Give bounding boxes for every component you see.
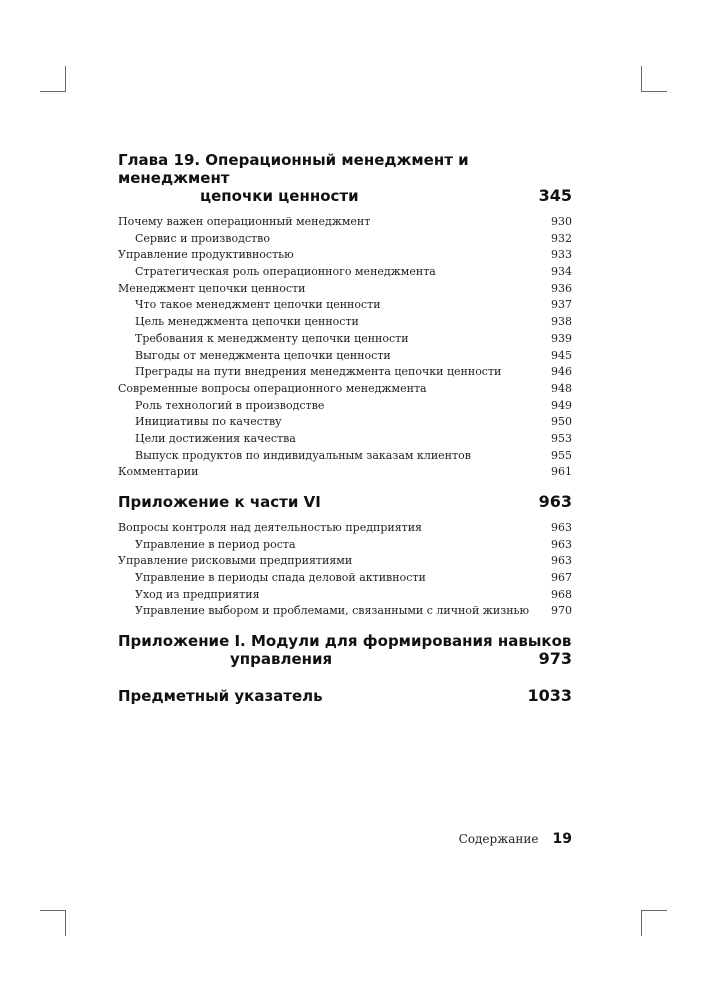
footer-label: Содержание <box>458 832 539 846</box>
section-title-line: Предметный указатель <box>118 687 323 706</box>
crop-mark-bottom-left <box>40 910 66 911</box>
toc-entry[interactable] <box>118 520 572 537</box>
toc-section-appendix-i <box>118 632 572 668</box>
footer-page-number: 19 <box>552 831 572 847</box>
toc-entry[interactable] <box>118 448 572 465</box>
toc-entry-page: 963 <box>551 521 572 534</box>
crop-mark-bottom-right <box>641 910 667 911</box>
section-heading[interactable] <box>118 151 572 205</box>
toc-entry-text: Цель менеджмента цепочки ценности <box>135 315 359 329</box>
toc-entry-page: 946 <box>551 365 572 379</box>
toc-entry-text: Управление в период роста <box>135 537 296 551</box>
toc-entry-text: Современные вопросы операционного менеджмента <box>118 381 427 395</box>
crop-mark-bottom-left <box>65 910 66 936</box>
section-page-number: 963 <box>538 492 572 511</box>
section-page-number: 973 <box>538 649 572 669</box>
table-of-contents <box>118 151 572 705</box>
toc-entry[interactable] <box>118 431 572 448</box>
toc-entry[interactable] <box>118 264 572 281</box>
toc-entry-page: 930 <box>551 215 572 228</box>
toc-entry-page: 948 <box>551 381 572 395</box>
toc-entry-page: 934 <box>551 265 572 279</box>
toc-entry-page: 932 <box>551 231 572 245</box>
toc-entry-text: Управление продуктивностью <box>118 248 294 262</box>
toc-entry[interactable] <box>118 537 572 554</box>
toc-entry-text: Уход из предприятия <box>135 587 260 601</box>
toc-entry-text: Управление выбором и проблемами, связанными с личной жизнью <box>135 604 530 618</box>
toc-entry-page: 950 <box>551 415 572 429</box>
toc-entry-page: 949 <box>551 398 572 412</box>
toc-entry[interactable] <box>118 231 572 248</box>
toc-entry-page: 970 <box>551 604 572 618</box>
toc-entry[interactable] <box>118 364 572 381</box>
toc-entry[interactable] <box>118 331 572 348</box>
toc-entry-text: Управление рисковыми предприятиями <box>118 554 353 568</box>
section-heading[interactable] <box>118 632 572 668</box>
toc-entry-text: Что такое менеджмент цепочки ценности <box>135 298 381 312</box>
toc-entry-page: 963 <box>551 554 572 568</box>
toc-entry[interactable] <box>118 603 572 620</box>
toc-entry[interactable] <box>118 247 572 264</box>
toc-entry[interactable] <box>118 214 572 231</box>
crop-mark-top-left <box>65 66 66 92</box>
toc-section-subject-index <box>118 687 572 705</box>
toc-entry-page: 939 <box>551 331 572 345</box>
toc-entry-text: Выпуск продуктов по индивидуальным заказам клиентов <box>135 448 471 462</box>
toc-entry[interactable] <box>118 348 572 365</box>
crop-mark-top-left <box>40 91 66 92</box>
toc-section-chapter-19 <box>118 151 572 481</box>
toc-entry-text: Менеджмент цепочки ценности <box>118 281 306 295</box>
toc-entry-text: Управление в периоды спада деловой активности <box>135 571 426 585</box>
toc-entry-text: Сервис и производство <box>135 231 270 245</box>
toc-entry-text: Инициативы по качеству <box>135 415 282 429</box>
section-heading[interactable] <box>118 493 572 511</box>
toc-entry[interactable] <box>118 314 572 331</box>
section-heading[interactable] <box>118 687 572 705</box>
toc-entry-text: Стратегическая роль операционного менеджмента <box>135 265 436 279</box>
toc-entry-text: Роль технологий в производстве <box>135 398 325 412</box>
toc-entry[interactable] <box>118 297 572 314</box>
toc-entry[interactable] <box>118 281 572 298</box>
toc-entry-page: 968 <box>551 587 572 601</box>
toc-entry-page: 937 <box>551 298 572 312</box>
section-page-number: 1033 <box>527 686 572 706</box>
crop-mark-top-right <box>641 91 667 92</box>
section-title-line: Приложение к части VI <box>118 493 321 511</box>
toc-entry-text: Выгоды от менеджмента цепочки ценности <box>135 348 391 362</box>
toc-entry-page: 953 <box>551 431 572 445</box>
toc-entry[interactable] <box>118 553 572 570</box>
toc-entry-page: 936 <box>551 281 572 295</box>
toc-entry-text: Комментарии <box>118 465 199 479</box>
toc-entry[interactable] <box>118 570 572 587</box>
toc-entry-page: 945 <box>551 348 572 362</box>
toc-entry[interactable] <box>118 464 572 481</box>
section-title-line: управления <box>230 650 333 669</box>
page-footer <box>400 831 572 847</box>
section-title-line: Глава 19. Операционный менеджмент и менеджмент <box>118 151 469 187</box>
toc-entry-page: 955 <box>551 448 572 462</box>
toc-entries <box>118 214 572 481</box>
toc-entry[interactable] <box>118 587 572 604</box>
toc-entry-page: 938 <box>551 315 572 329</box>
toc-entries <box>118 520 572 620</box>
section-page-number: 345 <box>538 186 572 205</box>
toc-entry-page: 961 <box>551 465 572 479</box>
toc-section-appendix-part-vi <box>118 493 572 620</box>
toc-entry-page: 933 <box>551 248 572 262</box>
toc-entry-text: Почему важен операционный менеджмент <box>118 215 371 228</box>
toc-entry-text: Вопросы контроля над деятельностью предприятия <box>118 521 422 534</box>
section-title-line: Приложение I. Модули для формирования навыков <box>118 632 572 651</box>
crop-mark-top-right <box>641 66 642 92</box>
toc-entry[interactable] <box>118 381 572 398</box>
toc-entry-text: Требования к менеджменту цепочки ценности <box>135 331 409 345</box>
toc-entry[interactable] <box>118 398 572 415</box>
toc-entry-text: Цели достижения качества <box>135 431 296 445</box>
section-title-line: цепочки ценности <box>200 187 359 205</box>
toc-entry-page: 963 <box>551 537 572 551</box>
toc-entry[interactable] <box>118 414 572 431</box>
toc-entry-text: Преграды на пути внедрения менеджмента цепочки ценности <box>135 365 502 379</box>
toc-entry-page: 967 <box>551 571 572 585</box>
crop-mark-bottom-right <box>641 910 642 936</box>
